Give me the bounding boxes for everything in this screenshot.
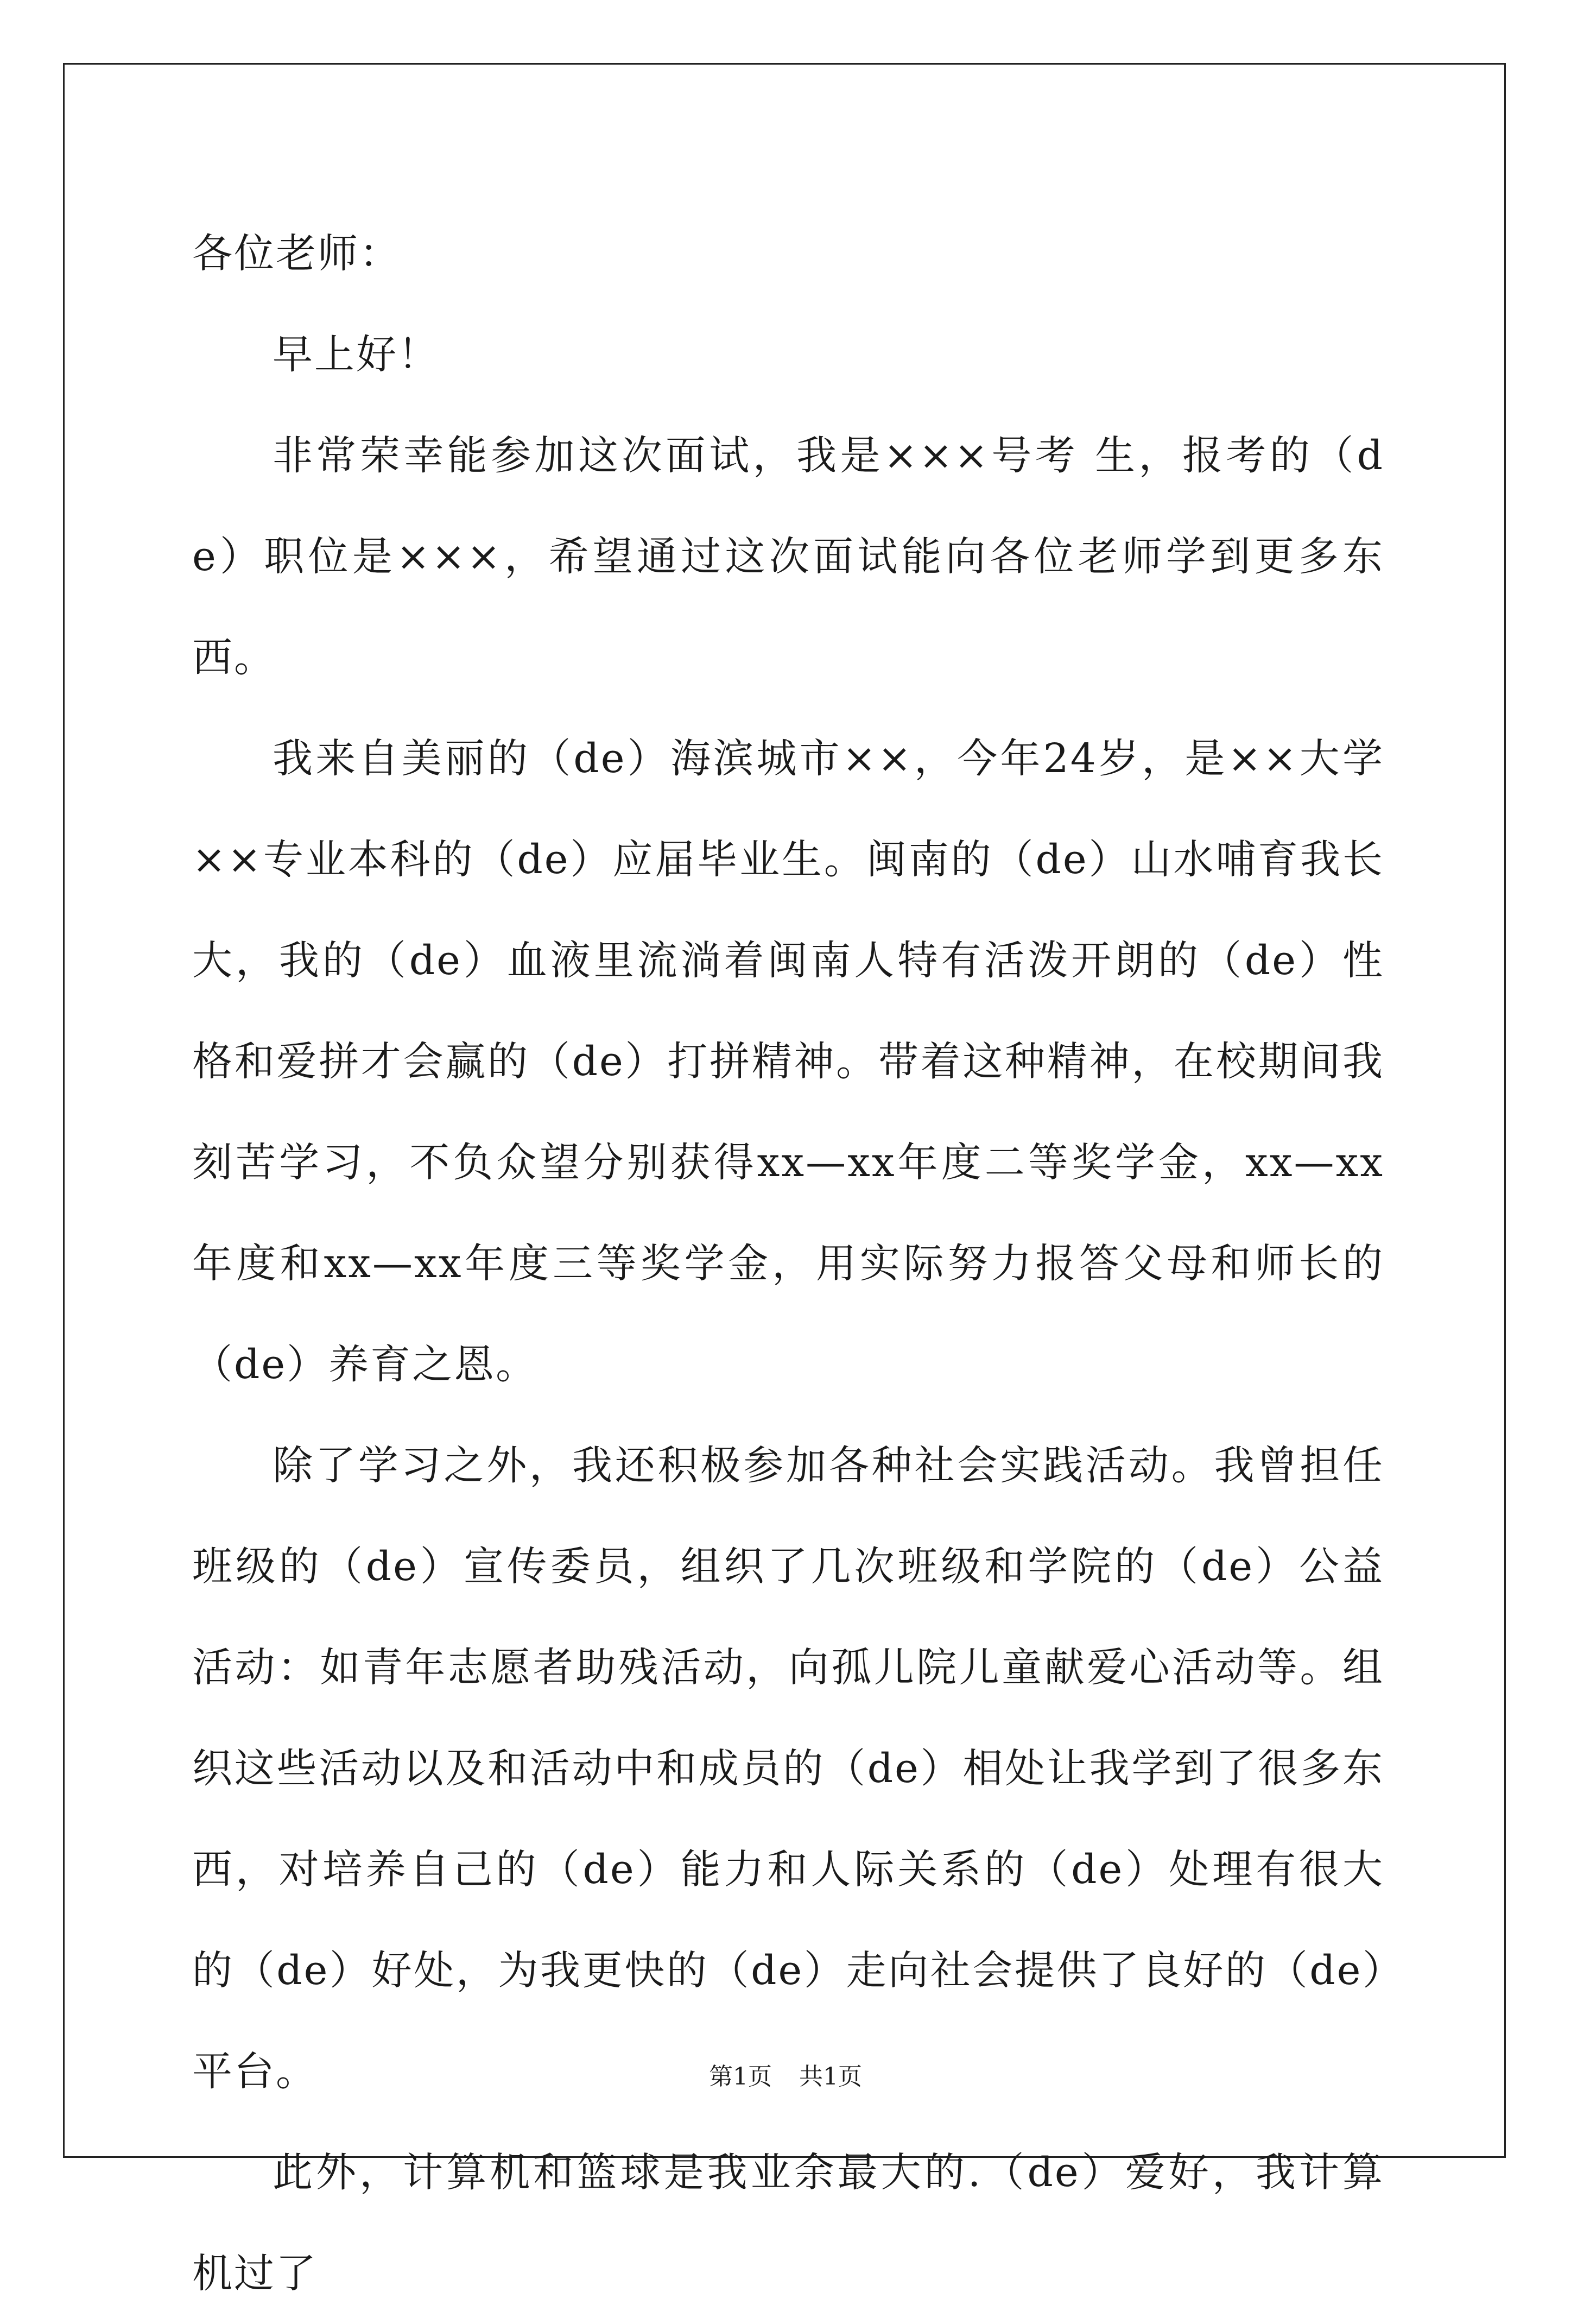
salutation: 各位老师： [192, 230, 401, 277]
page-footer [0, 2061, 1571, 2093]
paragraph-intro: 非常荣幸能参加这次面试，我是×××号考 生，报考的（de）职位是×××，希望通过这次面试能向各位老师学到更多东西。 [192, 432, 1384, 681]
page-number-total: 共1页 [799, 2063, 862, 2091]
paragraph-greeting: 早上好！ [273, 331, 440, 378]
document-body [192, 203, 1384, 2324]
paragraph-background: 我来自美丽的（de）海滨城市××，今年24岁，是××大学××专业本科的（de）应届毕业生。闽南的（de）山水哺育我长大，我的（de）血液里流淌着闽南人特有活泼开朗的（de）性格和爱拼才会赢的（de）打拼精神。带着这种精神，在校期间我刻苦学习，不负众望分别获得xx—xx年度二等奖学金，xx—xx年度和xx—xx年度三等奖学金，用实际努力报答父母和师长的（de）养育之恩。 [192, 735, 1384, 1388]
paragraph-activities: 除了学习之外，我还积极参加各种社会实践活动。我曾担任班级的（de）宣传委员，组织了几次班级和学院的（de）公益活动：如青年志愿者助残活动，向孤儿院儿童献爱心活动等。组织这些活动以及和活动中和成员的（de）相处让我学到了很多东西，对培养自己的（de）能力和人际关系的（de）处理有很大的（de）好处，为我更快的（de）走向社会提供了良好的（de）平台。 [192, 1442, 1384, 2095]
page-number-current: 第1页 [709, 2063, 772, 2091]
paragraph-hobbies: 此外，计算机和篮球是我业余最大的.（de）爱好，我计算机过了 [192, 2149, 1384, 2297]
